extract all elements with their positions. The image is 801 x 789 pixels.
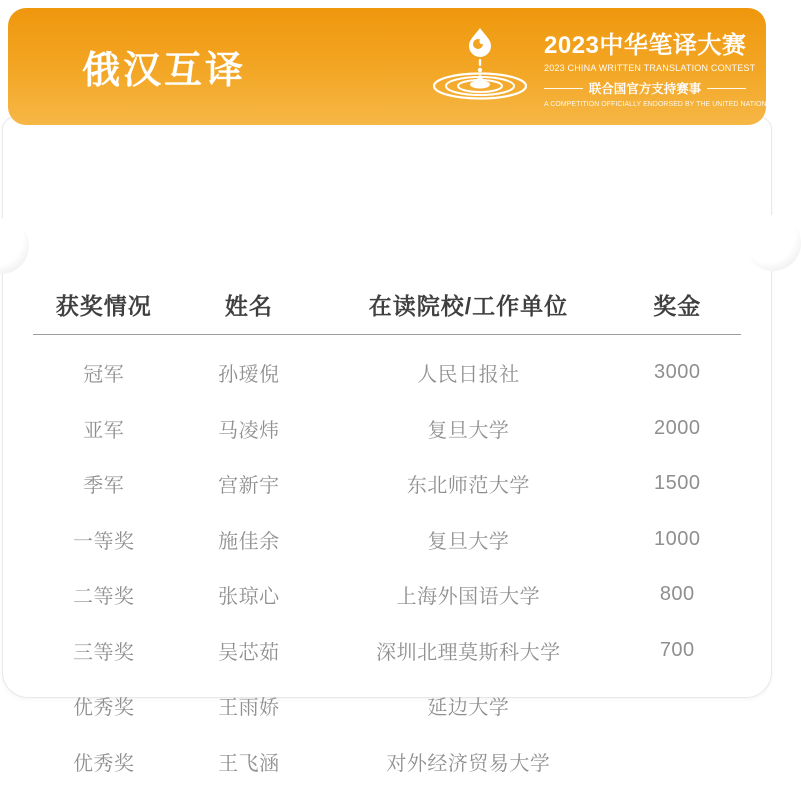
name-cell: 宫新宇 [175, 469, 324, 498]
prize-cell: 2000 [614, 417, 741, 440]
name-cell: 王雨娇 [175, 691, 324, 720]
endorsement-zh: 联合国官方支持赛事 [589, 79, 702, 97]
name-cell: 王飞涵 [175, 747, 324, 776]
name-cell: 马凌炜 [175, 414, 324, 443]
contest-logo-group [428, 25, 746, 108]
endorsement-en: A COMPETITION OFFICIALLY ENDORSED BY THE UNITED NATIONS [544, 101, 746, 108]
affiliation-cell: 人民日报社 [323, 358, 613, 387]
affiliation-cell: 上海外国语大学 [323, 580, 613, 609]
divider-line-left [544, 88, 583, 89]
affiliation-cell: 复旦大学 [323, 525, 613, 554]
table-row [33, 623, 741, 679]
name-cell: 张琼心 [175, 580, 324, 609]
table-body [33, 335, 741, 789]
prize-cell: 1500 [614, 472, 741, 495]
header-prize: 奖金 [614, 288, 741, 321]
table-row [33, 734, 741, 789]
affiliation-cell: 东北师范大学 [323, 469, 613, 498]
contest-subtitle-en: 2023 CHINA WRITTEN TRANSLATION CONTEST [544, 63, 746, 73]
table-row [33, 512, 741, 568]
table-row [33, 401, 741, 457]
banner [8, 8, 766, 125]
award-cell: 亚军 [33, 414, 175, 443]
award-cell: 优秀奖 [33, 747, 175, 776]
name-cell: 施佳余 [175, 525, 324, 554]
page-title: 俄汉互译 [82, 39, 246, 94]
water-droplet-ripple-icon [428, 26, 532, 108]
name-cell: 孙瑷倪 [175, 358, 324, 387]
results-table [33, 275, 741, 789]
prize-cell: 1000 [614, 528, 741, 551]
header-award: 获奖情况 [33, 288, 175, 321]
award-cell: 季军 [33, 469, 175, 498]
results-card [2, 116, 772, 698]
prize-cell: 700 [614, 639, 741, 662]
award-cell: 二等奖 [33, 580, 175, 609]
affiliation-cell: 对外经济贸易大学 [323, 747, 613, 776]
table-row [33, 678, 741, 734]
affiliation-cell: 复旦大学 [323, 414, 613, 443]
affiliation-cell: 深圳北理莫斯科大学 [323, 636, 613, 665]
divider-line-right [707, 88, 746, 89]
award-cell: 一等奖 [33, 525, 175, 554]
contest-title-block [544, 25, 746, 108]
table-row [33, 567, 741, 623]
table-header-row [33, 275, 741, 335]
award-cell: 优秀奖 [33, 691, 175, 720]
header-name: 姓名 [175, 288, 324, 321]
header-affiliation: 在读院校/工作单位 [323, 288, 613, 321]
name-cell: 吴芯茹 [175, 636, 324, 665]
right-notch-circle [745, 215, 801, 271]
table-row [33, 456, 741, 512]
affiliation-cell: 延边大学 [323, 691, 613, 720]
table-row [33, 345, 741, 401]
award-cell: 冠军 [33, 358, 175, 387]
prize-cell: 3000 [614, 361, 741, 384]
endorsement-row [544, 79, 746, 97]
contest-title-zh: 2023中华笔译大赛 [544, 25, 746, 60]
left-notch-circle [0, 218, 29, 274]
award-cell: 三等奖 [33, 636, 175, 665]
prize-cell: 800 [614, 583, 741, 606]
